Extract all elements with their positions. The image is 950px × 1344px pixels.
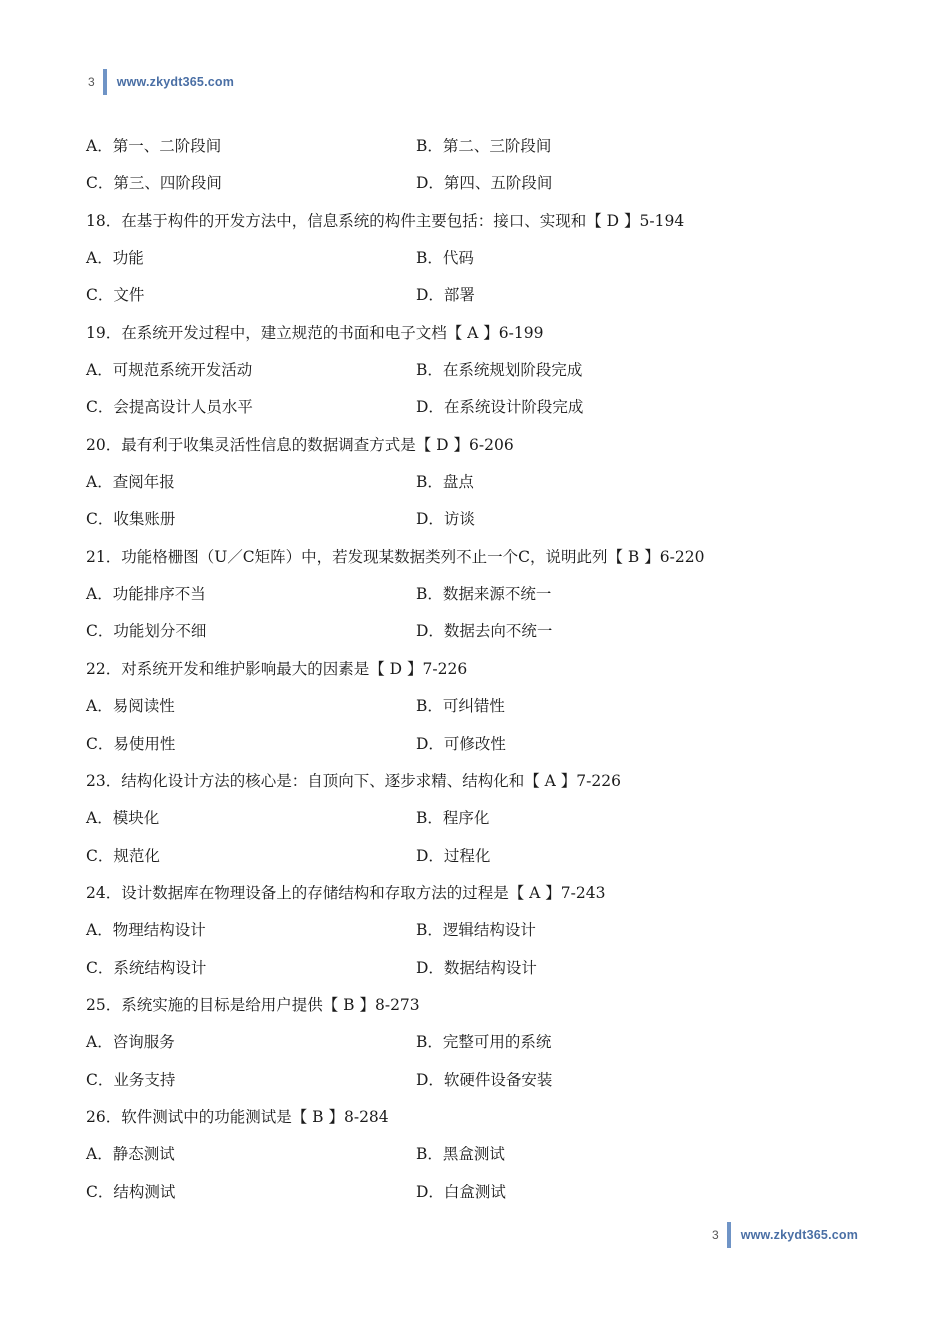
option-row xyxy=(86,277,876,314)
question-26 xyxy=(86,1099,876,1136)
question-text: 22．对系统开发和维护影响最大的因素是【 D 】7-226 xyxy=(86,659,468,678)
option-left: A．模块化 xyxy=(86,809,160,828)
question-21 xyxy=(86,539,876,576)
option-left: C．系统结构设计 xyxy=(86,958,207,977)
option-left: A．物理结构设计 xyxy=(86,921,206,940)
question-text: 19．在系统开发过程中，建立规范的书面和电子文档【 A 】6-199 xyxy=(86,323,544,342)
question-19 xyxy=(86,315,876,352)
footer-divider xyxy=(727,1222,731,1248)
question-18 xyxy=(86,203,876,240)
option-right: B．可纠错性 xyxy=(416,697,505,716)
footer-site-link[interactable]: www.zkydt365.com xyxy=(740,1228,859,1242)
option-right: B．第二、三阶段间 xyxy=(416,137,552,155)
question-23 xyxy=(86,763,876,800)
option-row xyxy=(86,912,876,949)
option-right: B．代码 xyxy=(416,249,474,268)
option-left: C．会提高设计人员水平 xyxy=(86,398,253,417)
option-left: C．功能划分不细 xyxy=(86,622,207,641)
option-left: C．业务支持 xyxy=(86,1070,176,1089)
option-row xyxy=(86,464,876,501)
question-text: 25．系统实施的目标是给用户提供【 B 】8-273 xyxy=(86,995,420,1014)
option-row xyxy=(86,950,876,987)
option-left: A．功能排序不当 xyxy=(86,585,206,604)
option-row xyxy=(86,800,876,837)
option-right: B．在系统规划阶段完成 xyxy=(416,361,583,380)
option-row xyxy=(86,389,876,426)
option-left: A．功能 xyxy=(86,249,144,268)
option-right: D．过程化 xyxy=(416,846,491,865)
question-text: 20．最有利于收集灵活性信息的数据调查方式是【 D 】6-206 xyxy=(86,435,514,454)
option-row xyxy=(86,501,876,538)
option-left: A．静态测试 xyxy=(86,1145,175,1164)
question-text: 26．软件测试中的功能测试是【 B 】8-284 xyxy=(86,1107,389,1126)
option-right: B．黑盒测试 xyxy=(416,1145,505,1164)
option-right: D．可修改性 xyxy=(416,734,506,753)
page-header xyxy=(88,70,234,94)
option-row xyxy=(86,838,876,875)
question-list xyxy=(86,128,876,1211)
option-row xyxy=(86,1062,876,1099)
option-left: A．查阅年报 xyxy=(86,473,175,492)
header-page-number: 3 xyxy=(88,75,95,89)
option-right: D．第四、五阶段间 xyxy=(416,174,553,193)
question-text: 24．设计数据库在物理设备上的存储结构和存取方法的过程是【 A 】7-243 xyxy=(86,883,606,902)
option-row xyxy=(86,1136,876,1173)
option-right: B．完整可用的系统 xyxy=(416,1033,552,1052)
option-row xyxy=(86,613,876,650)
option-row xyxy=(86,1174,876,1211)
option-row xyxy=(86,576,876,613)
option-right: D．数据去向不统一 xyxy=(416,622,553,641)
option-left: C．第三、四阶段间 xyxy=(86,174,222,193)
header-divider xyxy=(103,69,107,95)
option-left: A．咨询服务 xyxy=(86,1033,175,1052)
option-right: D．访谈 xyxy=(416,510,475,529)
option-left: C．收集账册 xyxy=(86,510,176,529)
option-right: B．数据来源不统一 xyxy=(416,585,552,604)
option-left: A．易阅读性 xyxy=(86,697,175,716)
option-row xyxy=(86,726,876,763)
option-left: C．易使用性 xyxy=(86,734,176,753)
option-left: A．第一、二阶段间 xyxy=(86,137,222,155)
question-20 xyxy=(86,427,876,464)
question-text: 18．在基于构件的开发方法中，信息系统的构件主要包括：接口、实现和【 D 】5-194 xyxy=(86,211,685,230)
option-row xyxy=(86,128,876,165)
option-row xyxy=(86,240,876,277)
header-site-link[interactable]: www.zkydt365.com xyxy=(116,75,235,89)
question-24 xyxy=(86,875,876,912)
option-right: B．程序化 xyxy=(416,809,490,828)
question-22 xyxy=(86,651,876,688)
option-right: D．在系统设计阶段完成 xyxy=(416,398,584,417)
question-text: 23．结构化设计方法的核心是：自顶向下、逐步求精、结构化和【 A 】7-226 xyxy=(86,771,621,790)
question-25 xyxy=(86,987,876,1024)
option-right: B．逻辑结构设计 xyxy=(416,921,536,940)
option-row xyxy=(86,1024,876,1061)
page-footer xyxy=(712,1223,858,1247)
option-row xyxy=(86,352,876,389)
option-right: D．白盒测试 xyxy=(416,1182,506,1201)
option-row xyxy=(86,165,876,202)
option-left: C．结构测试 xyxy=(86,1182,176,1201)
option-right: D．数据结构设计 xyxy=(416,958,537,977)
option-left: C．文件 xyxy=(86,286,145,305)
option-right: D．部署 xyxy=(416,286,475,305)
option-left: A．可规范系统开发活动 xyxy=(86,361,253,380)
option-row xyxy=(86,688,876,725)
option-right: B．盘点 xyxy=(416,473,474,492)
option-right: D．软硬件设备安装 xyxy=(416,1070,553,1089)
question-text: 21．功能格栅图（U／C矩阵）中，若发现某数据类列不止一个C，说明此列【 B 】6-220 xyxy=(86,547,705,566)
option-left: C．规范化 xyxy=(86,846,160,865)
footer-page-number: 3 xyxy=(712,1228,719,1242)
